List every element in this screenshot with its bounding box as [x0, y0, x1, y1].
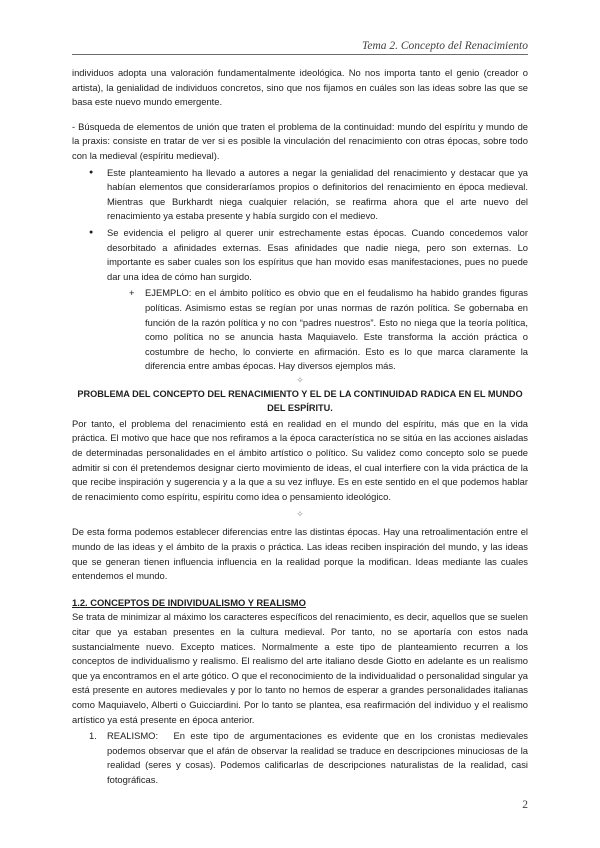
item-number: 1. — [89, 730, 97, 742]
header-title: Tema 2. Concepto del Renacimiento — [362, 40, 528, 52]
ornament-icon — [72, 509, 528, 519]
ideas-paragraph: De esta forma podemos establecer diferencias entre las distintas épocas. Hay una retroalimentación entre el mundo de las ideas y el ámbito de la praxis o práctica. Las ideas reciben inspiración del mundo, y las ideas que se generan tienen influencia influencia en la realidad porque la modifican. Ideas mediante las cuales entendemos el mundo. — [72, 526, 528, 582]
page-number: 2 — [522, 799, 528, 811]
subsection-paragraph: Se trata de minimizar al máximo los caracteres específicos del renacimiento, es decir, aquellos que se suelen citar que ya estaban presentes en la cultura medieval. Por tanto, no se aportaría con estos nada sustancialmente nuevo. Excepto matices. Normalmente a este tipo de planteamiento recurren a los conceptos de individualismo y realismo. El realismo del arte italiano desde Giotto en adelante es un realismo que ya encontramos en el arte gótico. O que el reconocimiento de la individualidad o personalidad singular ya está presente en autores medievales y por lo tanto no hemos de esperar a grandes personalidades italianas como Maquiavelo, Alberti o Guicciardini. Por lo tanto se plantea, esa reafirmación del individuo y el realismo artístico ya está presente en época anterior. — [72, 611, 528, 725]
bullet-text: Este planteamiento ha llevado a autores a negar la genialidad del renacimiento y destacar que ya habían elementos que consideraríamos propios o definitorios del renacimiento en época medieval. Mientras que Burkhardt niega cualquier relación, se reafirma ahora que el arte nuevo del renacimiento ya estaba presente y había surgido con el medievo. — [107, 166, 528, 222]
bullet-list — [72, 166, 528, 374]
page-header — [72, 36, 528, 55]
bullet-item — [72, 226, 528, 284]
ornament-icon — [72, 375, 528, 385]
item-label: REALISMO: — [107, 730, 159, 742]
item-text: En este tipo de argumentaciones es evidente que en los cronistas medievales podemos observar que el afán de observar la realidad se traduce en descripciones minuciosas de la realidad (seres y cosas). Podemos calificarlas de descripciones naturalistas de la realidad, casi fotográficas. — [107, 730, 528, 785]
spirit-paragraph: Por tanto, el problema del renacimiento está en realidad en el mundo del espíritu, más que en la vida práctica. El motivo que hace que nos refiramos a la época característica no se sitúa en las acciones aisladas de determinadas personalidades en el ámbito artístico o político. Su validez como concepto solo se puede admitir si con él pretendemos designar cierto movimiento de ideas, el cual interfiere con la vida práctica de la que recibe inspiración y sugerencia y a la que a su vez influye. Es en este sentido en el que podemos hablar de renacimiento como espíritu, espíritu como idea o pensamiento ideológico. — [72, 417, 528, 502]
sub-bullet-item — [72, 286, 528, 374]
continuity-paragraph: - Búsqueda de elementos de unión que traten el problema de la continuidad: mundo del espíritu y mundo de la praxis: consiste en tratar de ver si es posible la vinculación del renacimiento con otras épocas, sobre todo con la medieval (espíritu medieval). — [72, 120, 528, 161]
sub-bullet-marker: + — [129, 287, 135, 299]
bullet-marker: ● — [89, 168, 94, 176]
subsection-title: 1.2. CONCEPTOS DE INDIVIDUALISMO Y REALISMO — [72, 596, 306, 608]
section-heading: PROBLEMA DEL CONCEPTO DEL RENACIMIENTO Y EL DE LA CONTINUIDAD RADICA EN EL MUNDO DEL ESPÍRITU. — [77, 388, 523, 413]
bullet-item — [72, 166, 528, 224]
intro-paragraph: individuos adopta una valoración fundamentalmente ideológica. No nos importa tanto el genio (creador o artista), la genialidad de individuos concretos, sino que nos fijamos en cuáles son las ideas sobre las que se basa este nuevo mundo emergente. — [72, 67, 528, 108]
bullet-text: Se evidencia el peligro al querer unir estrechamente estas épocas. Cuando concedemos valor desorbitado a afinidades externas. Esas afinidades que nadie niega, pero son externas. Lo importante es saber cuales son los espíritus que han movido esas manifestaciones, pues no puede dar una idea de cómo han surgido. — [107, 226, 528, 282]
numbered-item — [72, 729, 528, 787]
page-body — [72, 66, 528, 788]
bullet-marker: ● — [89, 228, 94, 236]
sub-bullet-text: EJEMPLO: en el ámbito político es obvio que en el feudalismo ha habido grandes figuras políticas. Asimismo estas se regían por unas normas de razón política. Se gobernaba en función de la razón política y no con “padres nuestros”. Esto no niega que la teoría política, como política no se anuncia hasta Maquiavelo. Este transforma la acción práctica o costumbre de hecho, lo convierte en afirmación. Esto es lo que marca claramente la diferencia entre ambas épocas. Hay diversos ejemplos más. — [145, 287, 528, 372]
